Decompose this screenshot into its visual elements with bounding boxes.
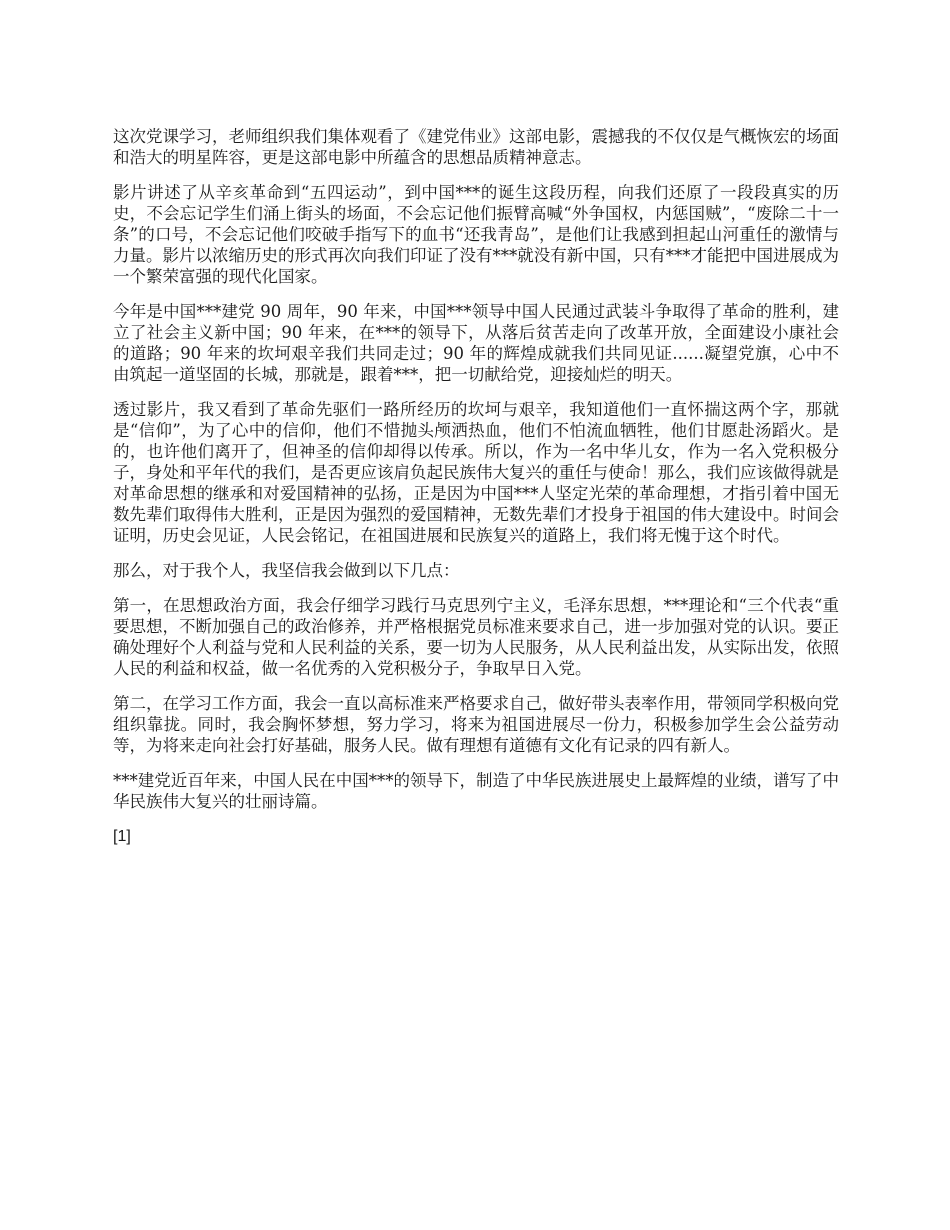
paragraph-2: 影片讲述了从辛亥革命到“五四运动”，到中国***的诞生这段历程，向我们还原了一段段真实的历史，不会忘记学生们涌上街头的场面，不会忘记他们振臂高喊“外争国权，内惩国贼”，“废除二十一条”的口号，不会忘记他们咬破手指写下的血书“还我青岛”，是他们让我感到担起山河重任的激情与力量。影片以浓缩历史的形式再次向我们印证了没有***就没有新中国，只有***才能把中国进展成为一个繁荣富强的现代化国家。 xyxy=(113,183,839,286)
paragraph-5: 那么，对于我个人，我坚信我会做到以下几点： xyxy=(113,561,460,580)
document-body xyxy=(113,126,839,847)
footnote-reference: [1] xyxy=(113,828,131,845)
paragraph-4: 透过影片，我又看到了革命先驱们一路所经历的坎坷与艰辛，我知道他们一直怀揣这两个字，那就是“信仰”，为了心中的信仰，他们不惜抛头颅洒热血，他们不怕流血牺牲，他们甘愿赴汤蹈火。是的，也许他们离开了，但神圣的信仰却得以传承。所以，作为一名中华儿女，作为一名入党积极分子，身处和平年代的我们，是否更应该肩负起民族伟大复兴的重任与使命！那么，我们应该做得就是对革命思想的继承和对爱国精神的弘扬，正是因为中国***人坚定光荣的革命理想，才指引着中国无数先辈们取得伟大胜利，正是因为强烈的爱国精神，无数先辈们才投身于祖国的伟大建设中。时间会证明，历史会见证，人民会铭记，在祖国进展和民族复兴的道路上，我们将无愧于这个时代。 xyxy=(113,400,839,545)
paragraph-1: 这次党课学习，老师组织我们集体观看了《建党伟业》这部电影，震撼我的不仅仅是气概恢宏的场面和浩大的明星阵容，更是这部电影中所蕴含的思想品质精神意志。 xyxy=(113,127,839,167)
paragraph-3: 今年是中国***建党 90 周年，90 年来，中国***领导中国人民通过武装斗争取得了革命的胜利，建立了社会主义新中国；90 年来，在***的领导下，从落后贫苦走向了改革开放，全面建设小康社会的道路；90 年来的坎坷艰辛我们共同走过；90 年的辉煌成就我们共同见证......凝望党旗，心中不由筑起一道坚固的长城，那就是，跟着***，把一切献给党，迎接灿烂的明天。 xyxy=(113,302,839,384)
paragraph-8: ***建党近百年来，中国人民在中国***的领导下，制造了中华民族进展史上最辉煌的业绩，谱写了中华民族伟大复兴的壮丽诗篇。 xyxy=(113,771,839,811)
paragraph-7: 第二，在学习工作方面，我会一直以高标准来严格要求自己，做好带头表率作用，带领同学积极向党组织靠拢。同时，我会胸怀梦想，努力学习，将来为祖国进展尽一份力，积极参加学生会公益劳动等，为将来走向社会打好基础，服务人民。做有理想有道德有文化有记录的四有新人。 xyxy=(113,694,839,755)
paragraph-6: 第一，在思想政治方面，我会仔细学习践行马克思列宁主义，毛泽东思想，***理论和“三个代表“重要思想，不断加强自己的政治修养，并严格根据党员标准来要求自己，进一步加强对党的认识。要正确处理好个人利益与党和人民利益的关系，要一切为人民服务，从人民利益出发，从实际出发，依照人民的利益和权益，做一名优秀的入党积极分子，争取早日入党。 xyxy=(113,596,839,678)
